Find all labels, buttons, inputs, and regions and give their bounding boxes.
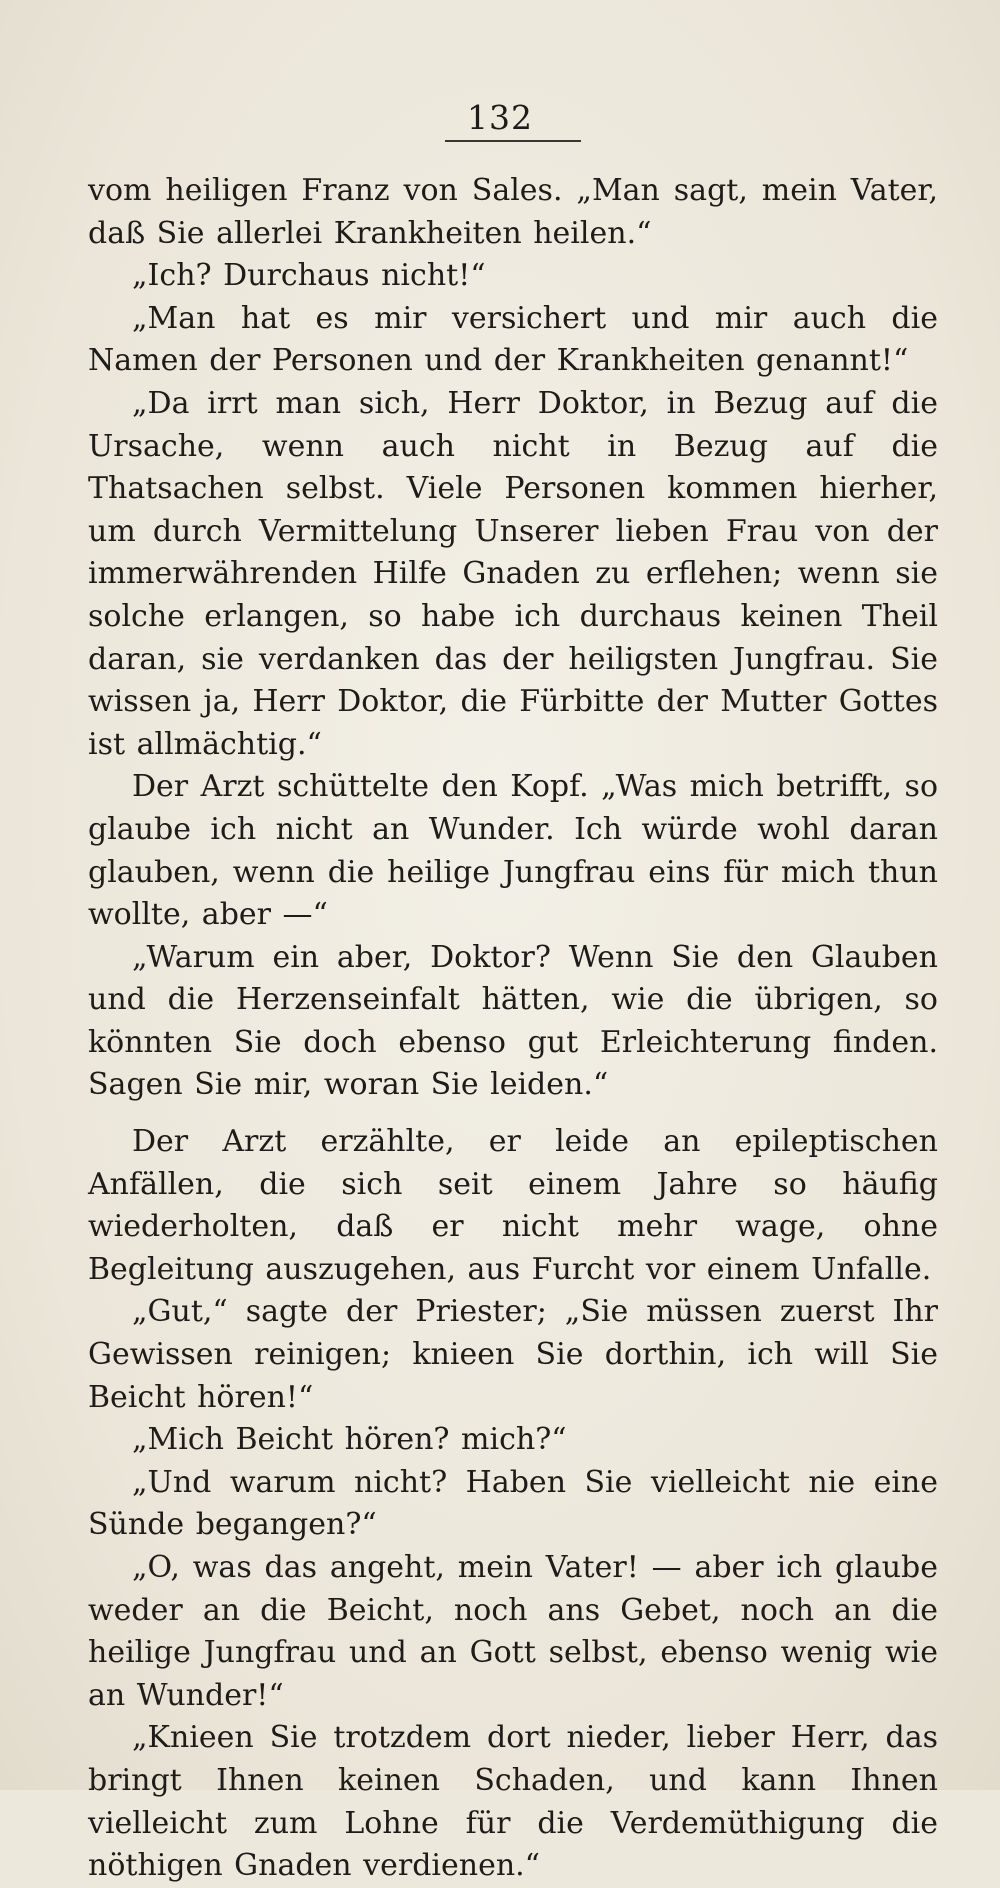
paragraph-10: „Und warum nicht? Haben Sie vielleicht nie eine Sünde begangen?“ <box>88 1464 938 1543</box>
paragraph-1: vom heiligen Franz von Sales. „Man sagt, mein Vater, daß Sie allerlei Krankheiten heilen.“ <box>88 173 938 251</box>
paragraph-9: „Mich Beicht hören? mich?“ <box>132 1422 567 1458</box>
paragraph-4: „Da irrt man sich, Herr Doktor, in Bezug auf die Ursache, wenn auch nicht in Bezug auf die Thatsachen selbst. Viele Personen kommen hierher, um durch Vermittelung Unserer lieben Frau von der immerwährenden Hilfe Gnaden zu erflehen; wenn sie solche erlangen, so habe ich durchaus keinen Theil daran, sie verdanken das der heiligsten Jungfrau. Sie wissen ja, Herr Doktor, die Fürbitte der Mutter Gottes ist allmächtig.“ <box>88 385 938 762</box>
paragraph-2: „Ich? Durchaus nicht!“ <box>132 258 486 294</box>
paragraph-6: „Warum ein aber, Doktor? Wenn Sie den Glauben und die Herzenseinfalt hätten, wie die übrigen, so könnten Sie doch ebenso gut Erleichterung finden. Sagen Sie mir, woran Sie leiden.“ <box>88 939 938 1103</box>
paragraph-11: „O, was das angeht, mein Vater! — aber ich glaube weder an die Beicht, noch ans Gebet, noch an die heilige Jungfrau und an Gott selbst, ebenso wenig wie an Wunder!“ <box>88 1550 938 1713</box>
paragraph-3: „Man hat es mir versichert und mir auch die Namen der Personen und der Krankheiten genannt!“ <box>88 300 938 379</box>
body-text <box>88 170 938 1888</box>
header-rule <box>445 140 581 142</box>
paragraph-7: Der Arzt erzählte, er leide an epileptischen Anfällen, die sich seit einem Jahre so häufig wiederholten, daß er nicht mehr wage, ohne Begleitung auszugehen, aus Furcht vor einem Unfalle. <box>88 1124 938 1287</box>
paragraph-8: „Gut,“ sagte der Priester; „Sie müssen zuerst Ihr Gewissen reinigen; knieen Sie dorthin, ich will Sie Beicht hören!“ <box>88 1294 938 1415</box>
paragraph-12: „Knieen Sie trotzdem dort nieder, lieber Herr, das bringt Ihnen keinen Schaden, und kann Ihnen vielleicht zum Lohne für die Verdemüthigung die nöthigen Gnaden verdienen.“ <box>88 1720 938 1884</box>
page-number: 132 <box>467 98 533 137</box>
paragraph-5: Der Arzt schüttelte den Kopf. „Was mich betrifft, so glaube ich nicht an Wunder. Ich würde wohl daran glauben, wenn die heilige Jungfrau eins für mich thun wollte, aber —“ <box>88 769 938 933</box>
